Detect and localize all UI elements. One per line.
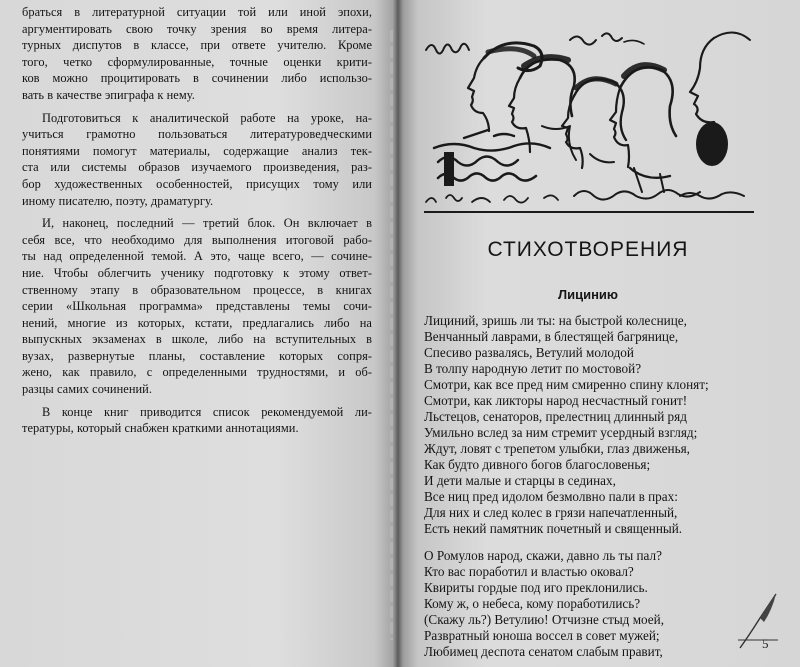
text-line: понятиями помогут материалы, содержащие анализ тек- (22, 143, 372, 158)
paragraph-2 (22, 110, 372, 210)
poem-line: Квириты гордые под иго преклонились. (424, 580, 648, 595)
poem-line: В толпу народную летит по мостовой? (424, 361, 642, 376)
text-line: выпускных экзаменах в школе, либо на вступительных в (22, 332, 372, 347)
text-line: бор художественных особенностей, присущих тому или (22, 176, 372, 191)
paragraph-1 (22, 4, 372, 104)
text-line: И, наконец, последний — третий блок. Он включает в (42, 216, 372, 231)
text-line: Подготовиться к аналитической работе на уроке, на- (42, 110, 372, 125)
poem-line: Для них и след колес в грязи напечатленный, (424, 505, 678, 520)
poem-line: Развратный юноша воссел в совет мужей; (424, 628, 660, 643)
left-page (0, 0, 398, 667)
illustration-rule (424, 211, 754, 213)
text-line: того, четко сформулированные, точные оценки крити- (22, 54, 372, 69)
poem-title: Лицинию (557, 287, 619, 302)
poem-line: Любимец деспота сенатом слабым правит, (424, 644, 663, 659)
text-line: серии «Школьная программа» представлены темы сочи- (22, 299, 372, 314)
poem-line: Все ниц пред идолом безмолвно пали в прах: (424, 489, 678, 504)
left-page-text (22, 4, 372, 437)
poem-line: Ждут, ловят с трепетом улыбки, глаз движенья, (424, 441, 690, 456)
poem-line: (Скажу ль?) Ветулию! Отчизне стыд моей, (424, 612, 665, 627)
page-number: 5 (762, 636, 769, 651)
paragraph-4 (22, 404, 372, 437)
text-line: ние. Чтобы облегчить ученику подготовку к этому ответ- (22, 265, 372, 280)
text-line: вузах, развернутые планы, составление которых сопря- (22, 348, 372, 363)
text-line: браться в литературной ситуации той или иной эпохи, (22, 5, 372, 19)
poem-line: Как будто дивного богов благословенья; (424, 457, 651, 472)
text-line: ков можно процитировать в сочинении либо использо- (22, 71, 372, 86)
text-line: иному писателю, поэту, драматургу. (22, 193, 214, 208)
poem-line: Кому ж, о небеса, кому поработились? (424, 596, 641, 611)
text-line: разцы самих сочинений. (22, 382, 153, 397)
book-gutter (393, 0, 403, 667)
section-title: СТИХОТВОРЕНИЯ (487, 238, 689, 261)
poem-line: Венчанный лаврами, в блестящей багрянице, (424, 329, 679, 344)
text-line: В конце книг приводится список рекомендуемой ли- (42, 404, 372, 419)
text-line: ста или системы образов изучаемого произведения, раз- (22, 160, 372, 175)
poem-line: Кто вас поработил и властью оковал? (424, 564, 634, 579)
paragraph-3 (22, 215, 372, 398)
poem-line: Умильно вслед за ним стремит усердный взгляд; (424, 425, 698, 440)
poem-line: Есть некий памятник почетный и священный. (424, 521, 683, 536)
text-line: нений, многие из которых, кстати, предлагались либо на (22, 315, 372, 330)
poem-text (424, 313, 774, 660)
poem-line: О Ромулов народ, скажи, давно ль ты пал? (424, 548, 662, 563)
poem-line: Смотри, как ликторы народ несчастный гонит! (424, 393, 688, 408)
text-line: жено, как правило, с определенными трудностями, и об- (22, 365, 372, 380)
poem-line: Смотри, как все пред ним смиренно спину клонят; (424, 377, 709, 392)
quill-pen-icon (736, 592, 780, 650)
text-line: турных диспутов в классе, при ответе учителю. Кроме (22, 38, 372, 53)
text-line: тературы, который снабжен краткими аннотациями. (22, 421, 299, 436)
text-line: ты над определенной темой. А это, чаще всего, — сочине- (22, 249, 372, 264)
text-line: ственному этапу в образовательном процессе, в книгах (22, 282, 372, 297)
text-line: себя все, что необходимо для выполнения итоговой рабо- (22, 232, 372, 247)
poem-line: И дети малые и старцы в сединах, (424, 473, 616, 488)
poem-line: Лициний, зришь ли ты: на быстрой колеснице, (424, 313, 687, 328)
stanza-break (424, 537, 774, 548)
right-page (398, 0, 800, 667)
text-line: учиться грамотно пользоваться литературоведческими (22, 127, 372, 142)
poem-line: Льстецов, сенаторов, прелестниц длинный ряд (424, 409, 687, 424)
poem-line: Спесиво развалясь, Ветулий молодой (424, 345, 634, 360)
pushkin-manuscript-sketch-icon (424, 18, 754, 214)
text-line: аргументировать свою точку зрения во время литера- (22, 21, 372, 36)
text-line: вать в качестве эпиграфа к нему. (22, 87, 195, 102)
